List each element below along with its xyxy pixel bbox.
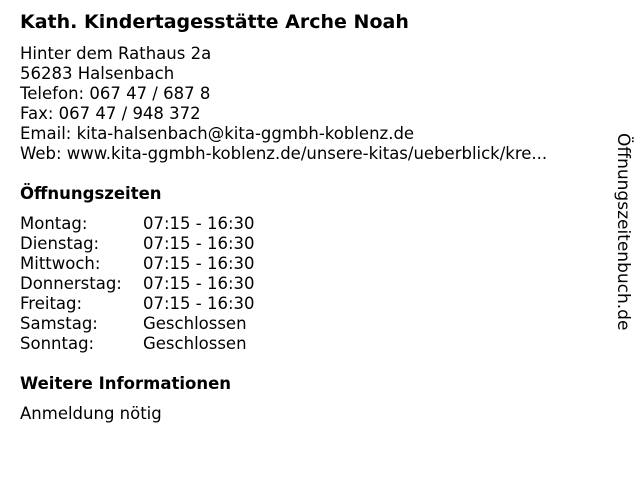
- time-value: Geschlossen: [143, 334, 247, 353]
- contact-block: [20, 44, 547, 164]
- day-label: Montag:: [20, 214, 88, 233]
- email-line: Email: kita-halsenbach@kita-ggmbh-koblenz.de: [20, 124, 415, 143]
- day-label: Mittwoch:: [20, 254, 101, 273]
- address-street: Hinter dem Rathaus 2a: [20, 44, 212, 63]
- address-city: 56283 Halsenbach: [20, 64, 175, 83]
- day-label: Donnerstag:: [20, 274, 122, 293]
- time-value: 07:15 - 16:30: [143, 254, 255, 273]
- web-line: Web: www.kita-ggmbh-koblenz.de/unsere-kitas/ueberblick/kre...: [20, 144, 548, 163]
- time-value: 07:15 - 16:30: [143, 294, 255, 313]
- opening-hours-heading: Öffnungszeiten: [20, 184, 162, 203]
- page-title: Kath. Kindertagesstätte Arche Noah: [20, 11, 409, 33]
- day-label: Samstag:: [20, 314, 98, 333]
- further-info-text: Anmeldung nötig: [20, 404, 162, 423]
- time-value: Geschlossen: [143, 314, 247, 333]
- further-info-heading: Weitere Informationen: [20, 374, 232, 393]
- site-watermark: Öffnungszeitenbuch.de: [613, 133, 633, 331]
- phone-line: Telefon: 067 47 / 687 8: [20, 84, 211, 103]
- time-value: 07:15 - 16:30: [143, 214, 255, 233]
- day-label: Dienstag:: [20, 234, 100, 253]
- day-label: Freitag:: [20, 294, 83, 313]
- fax-line: Fax: 067 47 / 948 372: [20, 104, 201, 123]
- time-value: 07:15 - 16:30: [143, 234, 255, 253]
- time-value: 07:15 - 16:30: [143, 274, 255, 293]
- day-label: Sonntag:: [20, 334, 95, 353]
